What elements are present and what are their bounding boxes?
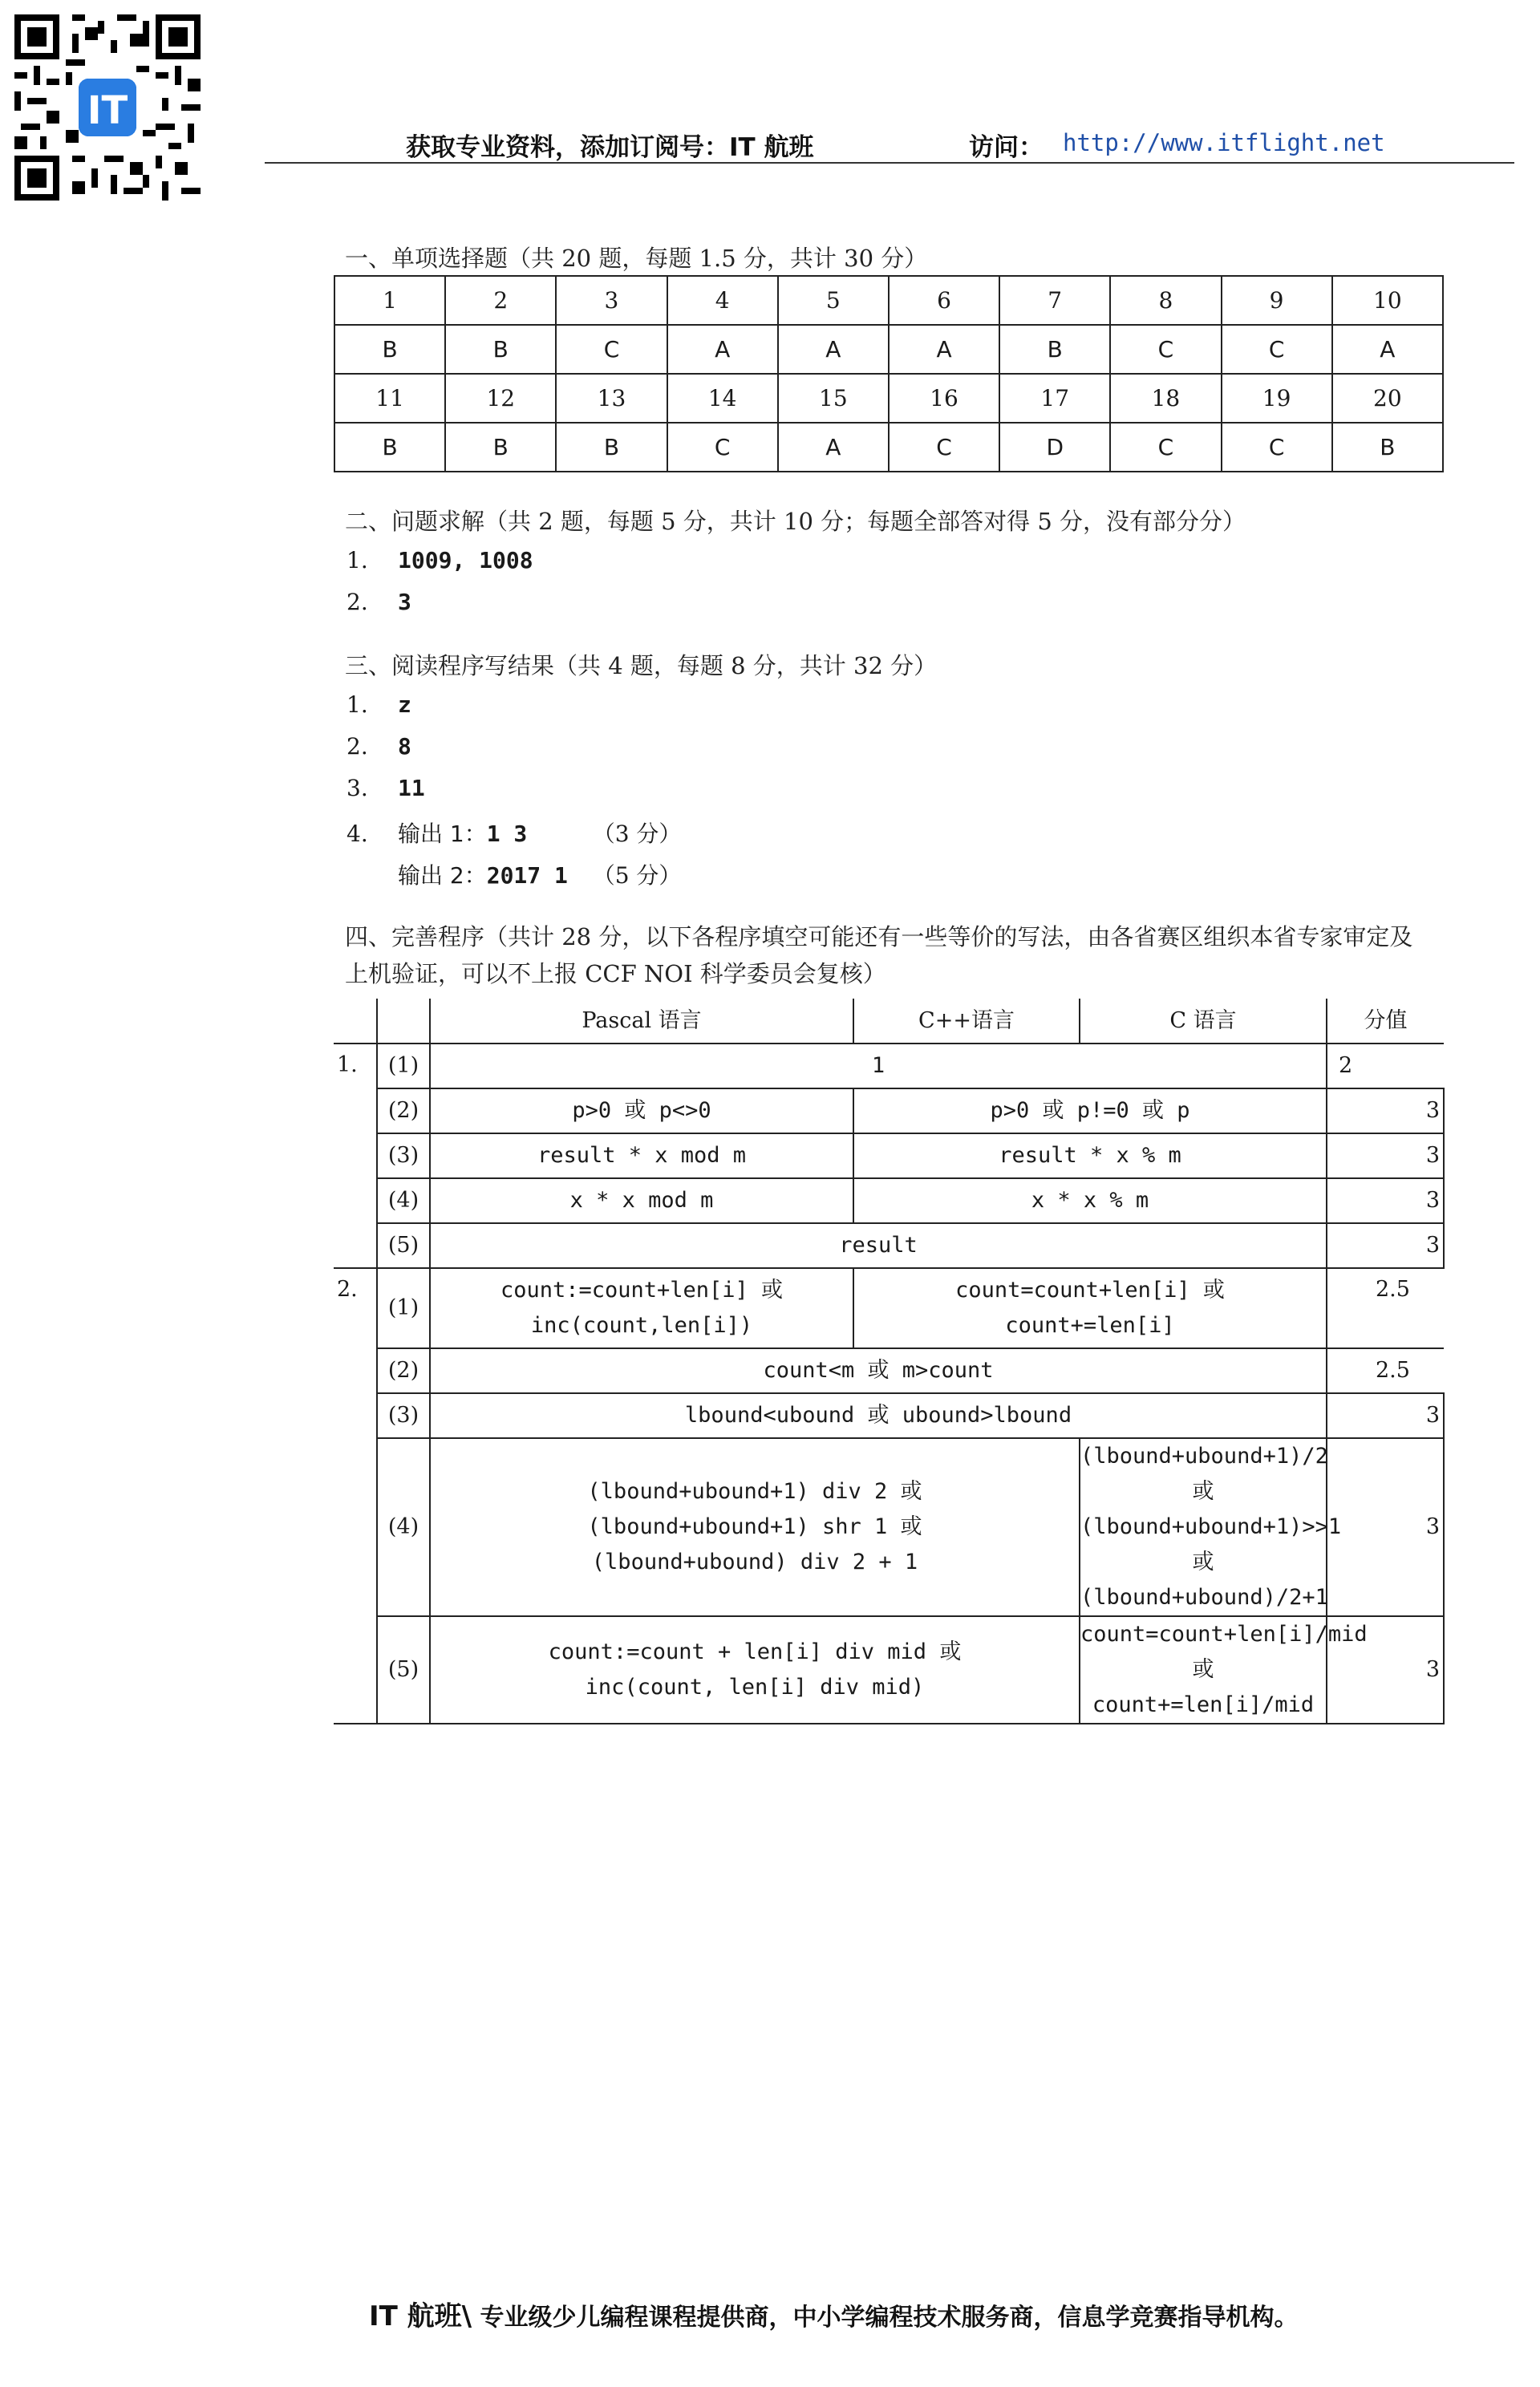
mc-cell: 9 [1222, 276, 1332, 325]
mc-cell: C [1110, 423, 1221, 472]
blank-answer-c [853, 1268, 1327, 1348]
answer-line-2: (lbound+ubound+1) shr 1 或 [587, 1514, 922, 1539]
blank-answer: 1 [430, 1044, 1327, 1088]
mc-cell: B [334, 325, 445, 374]
header-title: 获取专业资料，添加订阅号：IT 航班 [406, 133, 814, 162]
answer-line-2: inc(count,len[i]) [530, 1313, 753, 1338]
blank-score: 3 [1327, 1438, 1444, 1616]
answer-number: 1. [346, 691, 368, 718]
blank-answer-c: x * x % m [853, 1178, 1327, 1223]
program-completion-table [334, 999, 1445, 1724]
mc-cell: 3 [556, 276, 667, 325]
header-cpp: C++语言 [853, 999, 1080, 1044]
mc-cell: C [1222, 325, 1332, 374]
mc-cell: B [445, 423, 556, 472]
mc-cell: C [556, 325, 667, 374]
blank-index: (4) [377, 1178, 430, 1223]
blank-answer-c [1080, 1438, 1342, 1616]
header-visit-label: 访问： [969, 133, 1044, 162]
mc-cell: C [1110, 325, 1221, 374]
mc-cell: B [999, 325, 1110, 374]
mc-cell: 19 [1222, 374, 1332, 423]
mc-cell: 17 [999, 374, 1110, 423]
answer-line-3: (lbound+ubound) div 2 + 1 [591, 1550, 918, 1574]
mc-cell: A [778, 423, 889, 472]
output1-label: 输出 1： [398, 821, 487, 847]
mc-cell: 18 [1110, 374, 1221, 423]
header-score: 分值 [1327, 999, 1444, 1044]
answer-line [346, 691, 411, 718]
mc-cell: A [778, 325, 889, 374]
question-number: 1. [334, 1044, 377, 1268]
blank-index: (5) [377, 1223, 430, 1268]
mc-cell: 6 [889, 276, 999, 325]
blank-score: 3 [1327, 1088, 1444, 1133]
answer-line-2: (lbound+ubound+1)>>1 或 [1080, 1514, 1342, 1574]
answer-number: 4. [346, 821, 368, 847]
mc-cell: C [1222, 423, 1332, 472]
answer-line-3: (lbound+ubound)/2+1 [1080, 1585, 1328, 1610]
blank-index: (5) [377, 1616, 430, 1724]
mc-cell: 8 [1110, 276, 1221, 325]
section1-title: 一、单项选择题（共 20 题，每题 1.5 分，共计 30 分） [345, 245, 928, 272]
answer-line-1: count:=count+len[i] 或 [500, 1278, 784, 1303]
question-number: 2. [334, 1268, 377, 1724]
mc-cell: 2 [445, 276, 556, 325]
blank-answer: count<m 或 m>count [430, 1348, 1327, 1393]
blank-score: 2.5 [1327, 1348, 1444, 1393]
mc-cell: C [667, 423, 778, 472]
section2-title: 二、问题求解（共 2 题，每题 5 分，共计 10 分；每题全部答对得 5 分，没有部分分） [345, 508, 1246, 535]
answer-number: 1. [346, 547, 368, 573]
answer-line-1: count:=count + len[i] div mid 或 [548, 1639, 962, 1664]
mc-cell: D [999, 423, 1110, 472]
output2-label: 输出 2： [398, 862, 487, 889]
mc-cell: B [334, 423, 445, 472]
mc-cell: 10 [1332, 276, 1443, 325]
blank-index: (2) [377, 1348, 430, 1393]
answer-value: 1009, 1008 [398, 547, 533, 573]
answer-line-2: inc(count, len[i] div mid) [585, 1675, 925, 1700]
blank-index: (3) [377, 1393, 430, 1438]
answer-line [346, 775, 425, 801]
mc-cell: 11 [334, 374, 445, 423]
blank-answer-pascal [430, 1268, 853, 1348]
blank-score: 3 [1327, 1223, 1444, 1268]
qr-code [14, 14, 201, 201]
answer-number: 3. [346, 775, 368, 801]
answer-line-1: (lbound+ubound+1) div 2 或 [587, 1479, 922, 1504]
section4-title-line2: 上机验证，可以不上报 CCF NOI 科学委员会复核） [345, 960, 886, 987]
answer-value: z [398, 691, 411, 718]
output1-score: （3 分） [592, 821, 682, 847]
header-pascal: Pascal 语言 [430, 999, 853, 1044]
header-url-link[interactable]: http://www.itflight.net [1063, 129, 1385, 156]
blank-answer-pascal: result * x mod m [430, 1133, 853, 1178]
answer-line-2: count+=len[i] [1005, 1313, 1175, 1338]
answer-line-1: (lbound+ubound+1)/2 或 [1080, 1444, 1328, 1504]
blank-score: 2.5 [1327, 1268, 1444, 1348]
blank-answer-pascal: x * x mod m [430, 1178, 853, 1223]
blank-score: 3 [1327, 1616, 1444, 1724]
footer [369, 2294, 1299, 2333]
answer-line [346, 817, 681, 849]
blank-score: 3 [1327, 1178, 1444, 1223]
mc-cell: 16 [889, 374, 999, 423]
footer-text: 专业级少儿编程课程提供商，中小学编程技术服务商，信息学竞赛指导机构。 [472, 2304, 1299, 2332]
blank-answer: lbound<ubound 或 ubound>lbound [430, 1393, 1327, 1438]
header-divider [265, 162, 1514, 164]
blank-answer-pascal: p>0 或 p<>0 [430, 1088, 853, 1133]
blank-score: 3 [1327, 1393, 1444, 1438]
blank-answer: result [430, 1223, 1327, 1268]
mc-cell: 13 [556, 374, 667, 423]
section4-title-line1: 四、完善程序（共计 28 分，以下各程序填空可能还有一些等价的写法，由各省赛区组织本省专家审定及 [345, 923, 1413, 950]
header-c: C 语言 [1080, 999, 1327, 1044]
section3-title: 三、阅读程序写结果（共 4 题，每题 8 分，共计 32 分） [345, 652, 938, 679]
answer-line-2: count+=len[i]/mid [1092, 1692, 1315, 1717]
answer-value: 3 [398, 589, 411, 615]
mc-cell: B [556, 423, 667, 472]
answer-number: 2. [346, 589, 368, 615]
blank-index: (1) [377, 1268, 430, 1348]
blank-index: (2) [377, 1088, 430, 1133]
blank-score: 3 [1327, 1133, 1444, 1178]
mc-cell: C [889, 423, 999, 472]
mc-cell: 14 [667, 374, 778, 423]
blank-answer-pascal [430, 1616, 1080, 1724]
blank-index: (1) [377, 1044, 430, 1088]
output1-value: 1 3 [486, 821, 528, 847]
mc-cell: B [445, 325, 556, 374]
answer-line [346, 547, 533, 573]
mc-cell: A [1332, 325, 1443, 374]
answer-line-1: count=count+len[i] 或 [955, 1278, 1225, 1303]
answer-line [346, 733, 411, 760]
blank-score: 2 [1327, 1044, 1444, 1088]
blank-answer-c: result * x % m [853, 1133, 1327, 1178]
answer-value: 8 [398, 733, 411, 760]
output2-score: （5 分） [592, 862, 682, 889]
mc-cell: A [889, 325, 999, 374]
footer-brand: IT 航班\ [369, 2300, 472, 2332]
mc-cell: 1 [334, 276, 445, 325]
blank-answer-c: p>0 或 p!=0 或 p [853, 1088, 1327, 1133]
blank-answer-pascal [430, 1438, 1080, 1616]
answer-number: 2. [346, 733, 368, 760]
answer-line [346, 858, 681, 890]
answer-line [346, 589, 411, 615]
blank-index: (4) [377, 1438, 430, 1616]
mc-cell: 5 [778, 276, 889, 325]
mc-cell: A [667, 325, 778, 374]
answer-line-1: count=count+len[i]/mid 或 [1080, 1622, 1368, 1682]
output2-value: 2017 1 [486, 862, 568, 889]
blank-index: (3) [377, 1133, 430, 1178]
multiple-choice-answer-table [334, 275, 1444, 472]
mc-cell: B [1332, 423, 1443, 472]
blank-answer-c [1080, 1616, 1368, 1724]
mc-cell: 15 [778, 374, 889, 423]
mc-cell: 12 [445, 374, 556, 423]
mc-cell: 20 [1332, 374, 1443, 423]
qr-logo-text: IT [87, 88, 128, 133]
mc-cell: 7 [999, 276, 1110, 325]
answer-value: 11 [398, 775, 425, 801]
mc-cell: 4 [667, 276, 778, 325]
